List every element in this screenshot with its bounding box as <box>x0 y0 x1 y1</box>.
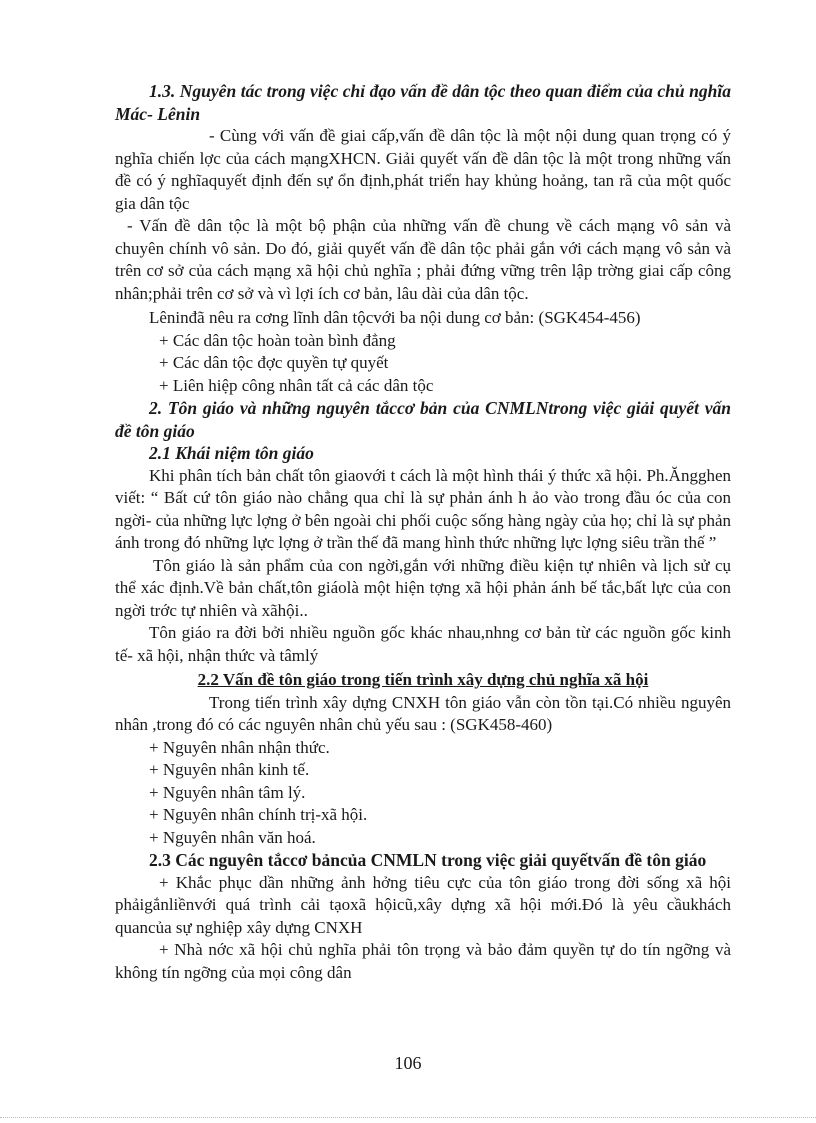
list-item: + Nguyên nhân chính trị-xã hội. <box>149 805 368 824</box>
section-2-2-heading <box>115 669 731 692</box>
section-2-3-heading: 2.3 Các nguyên tắccơ bảncủa CNMLN trong việc giải quyếtvấn đề tôn giáo <box>149 850 707 870</box>
section-2-1-paragraph-2: Tôn giáo là sản phẩm của con ngời,gắn với những điều kiện tự nhiên và lịch sử cụ thể xác định.Về bản chất,tôn giáolà một hiện tợng xã hội phản ánh bế tắc,bất lực của con ngời trớc tự nhiên và xãhội.. <box>115 555 731 620</box>
list-item: + Các dân tộc hoàn toàn bình đẳng <box>159 330 396 350</box>
list-item: + Các dân tộc đợc quyền tự quyết <box>159 353 389 372</box>
section-2-1-paragraph-3: Tôn giáo ra đời bởi nhiều nguồn gốc khác nhau,nhng cơ bản từ các nguồn gốc kinh tế- xã hội, nhận thức và tâmlý <box>115 623 731 665</box>
section-2-2-paragraph-1: Trong tiến trình xây dựng CNXH tôn giáo vẫn còn tồn tại.Có nhiều nguyên nhân ,trong đó có các nguyên nhân chủ yếu sau : (SGK458-460) <box>115 692 731 734</box>
section-1-3-paragraph-1: - Cùng với vấn đề giai cấp,vấn đề dân tộc là một nội dung quan trọng có ý nghĩa chiến lợc của cách mạngXHCN. Giải quyết vấn đề dân tộc là một trong những vấn đề có ý nghĩaquyết định đến sự ổn định,phát triển hay khủng hoảng, tan rã của một quốc gia dân tộc <box>115 126 731 213</box>
document-body <box>115 80 731 984</box>
list-item: + Nguyên nhân kinh tế. <box>149 760 310 779</box>
section-2-1-paragraph-1: Khi phân tích bản chất tôn giaovới t cách là một hình thái ý thức xã hội. Ph.Ăngghen viết: “ Bất cứ tôn giáo nào chẳng qua chỉ là sự phản ánh h ảo vào trong đầu óc của con ngời- của những lực lợng ở bên ngoài chi phối cuộc sống hàng ngày của họ; chỉ là sự phản ánh trong đó những lực lợng ở trần thế đã mang hình thức những lực lợng siêu trần thế ” <box>115 465 731 552</box>
section-2-2-heading-text: 2.2 Vấn đề tôn giáo trong tiến trình xây dựng chủ nghĩa xã hội <box>197 670 649 689</box>
list-item: + Nguyên nhân tâm lý. <box>149 782 306 802</box>
section-1-3-paragraph-2: - Vấn đề dân tộc là một bộ phận của những vấn đề chung về cách mạng vô sản và chuyên chính vô sản. Do đó, giải quyết vấn đề dân tộc phải gắn với cách mạng vô sản và trên cơ sở của cách mạng xã hội chủ nghĩa ; phải đứng vững trên lập trờng giai cấp công nhân;phải trên cơ sở và vì lợi ích cơ bản, lâu dài của dân tộc. <box>115 216 731 303</box>
section-1-3-paragraph-3: Lêninđã nêu ra cơng lĩnh dân tộcvới ba nội dung cơ bản: (SGK454-456) <box>149 308 641 327</box>
section-1-3-heading: 1.3. Nguyên tác trong việc chỉ đạo vấn đề dân tộc theo quan điểm của chủ nghĩa Mác- Lênin <box>115 81 731 124</box>
section-2-3-paragraph-2: + Nhà nớc xã hội chủ nghĩa phải tôn trọng và bảo đảm quyền tự do tín ngỡng và không tín ngỡng của mọi công dân <box>115 940 731 982</box>
list-item: + Nguyên nhân nhận thức. <box>149 737 330 757</box>
list-item: + Liên hiệp công nhân tất cả các dân tộc <box>159 375 434 395</box>
section-2-3-paragraph-1: + Khắc phục dần những ảnh hởng tiêu cực của tôn giáo trong đời sống xã hội phảigắnliềnvới quá trình cải tạoxã hộicũ,xây dựng xã hội mới.Đó là yêu cầukhách quancủa sự nghiệp xây dựng CNXH <box>115 872 731 937</box>
section-2-1-heading: 2.1 Khái niệm tôn giáo <box>149 443 314 463</box>
page-bottom-divider <box>0 1117 816 1118</box>
page-number: 106 <box>394 1053 422 1073</box>
section-2-heading: 2. Tôn giáo và những nguyên tắccơ bản của CNMLNtrong việc giải quyết vấn đề tôn giáo <box>115 398 731 441</box>
list-item: + Nguyên nhân văn hoá. <box>149 827 316 847</box>
